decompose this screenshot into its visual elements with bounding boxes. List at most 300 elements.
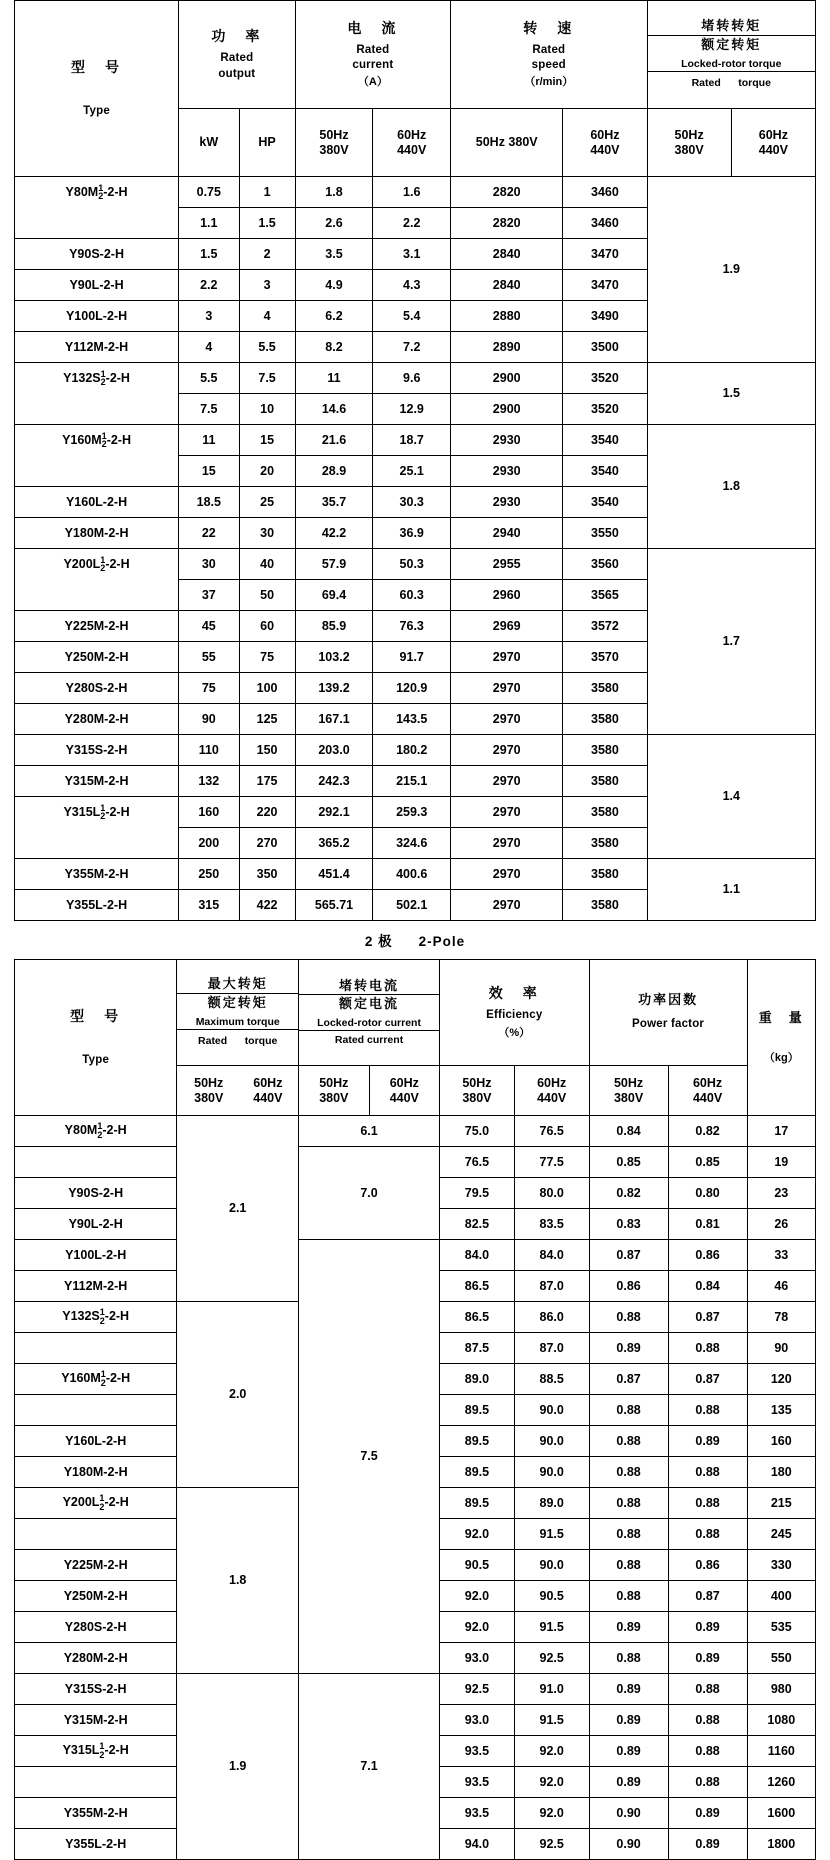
- cell-weight: 1800: [747, 1829, 815, 1860]
- cell-speed-60hz: 3580: [563, 828, 647, 859]
- cell-type: Y250M-2-H: [15, 1581, 177, 1612]
- motor-spec-table-2: [14, 959, 816, 1860]
- cell-type: Y180M-2-H: [15, 518, 179, 549]
- cell-efficiency-50hz: 93.5: [440, 1767, 515, 1798]
- cell-speed-50hz: 2960: [451, 580, 563, 611]
- cell-current-60hz: 1.6: [373, 177, 451, 208]
- cell-rated-output-hp: 5.5: [239, 332, 295, 363]
- cell-weight: 215: [747, 1488, 815, 1519]
- cell-speed-50hz: 2840: [451, 239, 563, 270]
- cell-power-factor-50hz: 0.88: [589, 1457, 668, 1488]
- cell-efficiency-60hz: 77.5: [514, 1147, 589, 1178]
- cell-efficiency-60hz: 92.0: [514, 1798, 589, 1829]
- cell-type: Y315L 1 2 -2-H: [15, 797, 179, 828]
- cell-rated-output-hp: 4: [239, 301, 295, 332]
- cell-maximum-torque: 2.1: [177, 1116, 299, 1302]
- cell-type: Y355L-2-H: [15, 1829, 177, 1860]
- cell-type: [15, 208, 179, 239]
- cell-efficiency-50hz: 75.0: [440, 1116, 515, 1147]
- cell-current-60hz: 3.1: [373, 239, 451, 270]
- cell-power-factor-60hz: 0.88: [668, 1395, 747, 1426]
- cell-rated-output-hp: 7.5: [239, 363, 295, 394]
- table-row: [15, 1240, 816, 1271]
- cell-efficiency-50hz: 93.5: [440, 1736, 515, 1767]
- cell-power-factor-60hz: 0.81: [668, 1209, 747, 1240]
- cell-rated-output-hp: 3: [239, 270, 295, 301]
- motor-spec-table-1: [14, 0, 816, 921]
- cell-weight: 1260: [747, 1767, 815, 1798]
- cell-type: Y132S 1 2 -2-H: [15, 1302, 177, 1333]
- cell-type: [15, 1147, 177, 1178]
- cell-type: Y315S-2-H: [15, 735, 179, 766]
- cell-weight: 90: [747, 1333, 815, 1364]
- cell-type: Y355L-2-H: [15, 890, 179, 921]
- cell-current-60hz: 12.9: [373, 394, 451, 425]
- header-speed-50hz: 50Hz 380V: [451, 109, 563, 177]
- cell-rated-output-kw: 22: [179, 518, 239, 549]
- cell-efficiency-60hz: 87.0: [514, 1333, 589, 1364]
- cell-efficiency-50hz: 89.5: [440, 1457, 515, 1488]
- cell-efficiency-60hz: 89.0: [514, 1488, 589, 1519]
- cell-efficiency-50hz: 89.0: [440, 1364, 515, 1395]
- cell-current-50hz: 8.2: [295, 332, 373, 363]
- pole-caption: 2 极 2-Pole: [364, 934, 466, 949]
- cell-weight: 135: [747, 1395, 815, 1426]
- cell-efficiency-60hz: 91.5: [514, 1705, 589, 1736]
- cell-current-60hz: 91.7: [373, 642, 451, 673]
- cell-speed-60hz: 3470: [563, 270, 647, 301]
- cell-power-factor-50hz: 0.88: [589, 1550, 668, 1581]
- table-row: [15, 425, 816, 456]
- cell-power-factor-50hz: 0.82: [589, 1178, 668, 1209]
- cell-type: Y315M-2-H: [15, 1705, 177, 1736]
- cell-rated-output-kw: 45: [179, 611, 239, 642]
- header-current-60hz: 60Hz 440V: [373, 109, 451, 177]
- header-speed-60hz: 60Hz 440V: [563, 109, 647, 177]
- cell-type: [15, 580, 179, 611]
- cell-speed-60hz: 3565: [563, 580, 647, 611]
- cell-type: Y280M-2-H: [15, 1643, 177, 1674]
- cell-rated-output-hp: 40: [239, 549, 295, 580]
- cell-type: Y112M-2-H: [15, 332, 179, 363]
- cell-weight: 23: [747, 1178, 815, 1209]
- cell-rated-output-kw: 160: [179, 797, 239, 828]
- cell-speed-50hz: 2820: [451, 208, 563, 239]
- cell-speed-60hz: 3580: [563, 766, 647, 797]
- cell-efficiency-60hz: 92.5: [514, 1829, 589, 1860]
- cell-efficiency-50hz: 90.5: [440, 1550, 515, 1581]
- cell-current-50hz: 42.2: [295, 518, 373, 549]
- cell-weight: 46: [747, 1271, 815, 1302]
- cell-speed-50hz: 2970: [451, 828, 563, 859]
- cell-weight: 78: [747, 1302, 815, 1333]
- cell-current-50hz: 85.9: [295, 611, 373, 642]
- table-row: [15, 363, 816, 394]
- header-hp: HP: [239, 109, 295, 177]
- cell-locked-rotor-current: 7.1: [299, 1674, 440, 1860]
- header-eff-50hz: 50Hz 380V: [440, 1066, 515, 1116]
- cell-power-factor-60hz: 0.88: [668, 1767, 747, 1798]
- cell-speed-50hz: 2970: [451, 642, 563, 673]
- cell-power-factor-60hz: 0.86: [668, 1550, 747, 1581]
- cell-maximum-torque: 1.8: [177, 1488, 299, 1674]
- cell-speed-50hz: 2970: [451, 704, 563, 735]
- cell-rated-output-hp: 175: [239, 766, 295, 797]
- cell-speed-60hz: 3540: [563, 487, 647, 518]
- cell-efficiency-50hz: 79.5: [440, 1178, 515, 1209]
- cell-power-factor-60hz: 0.89: [668, 1643, 747, 1674]
- cell-current-60hz: 400.6: [373, 859, 451, 890]
- cell-power-factor-50hz: 0.89: [589, 1674, 668, 1705]
- cell-weight: 535: [747, 1612, 815, 1643]
- cell-power-factor-60hz: 0.89: [668, 1612, 747, 1643]
- cell-rated-output-kw: 250: [179, 859, 239, 890]
- header-maxt-freq: 50Hz 380V 60Hz 440V: [177, 1066, 299, 1116]
- cell-power-factor-50hz: 0.89: [589, 1736, 668, 1767]
- cell-speed-60hz: 3580: [563, 735, 647, 766]
- cell-locked-rotor-current: 7.5: [299, 1240, 440, 1674]
- cell-efficiency-60hz: 90.0: [514, 1426, 589, 1457]
- cell-current-50hz: 6.2: [295, 301, 373, 332]
- header-type-2: 型 号 Type: [15, 960, 177, 1116]
- cell-power-factor-50hz: 0.86: [589, 1271, 668, 1302]
- cell-type: Y160M 1 2 -2-H: [15, 425, 179, 456]
- cell-type: Y132S 1 2 -2-H: [15, 363, 179, 394]
- header-rated-output: 功 率 Rated output: [179, 1, 296, 109]
- cell-current-50hz: 28.9: [295, 456, 373, 487]
- header-lrc-50hz: 50Hz 380V: [299, 1066, 369, 1116]
- cell-type: Y160M 1 2 -2-H: [15, 1364, 177, 1395]
- cell-type: Y315L 1 2 -2-H: [15, 1736, 177, 1767]
- cell-rated-output-kw: 3: [179, 301, 239, 332]
- cell-rated-output-kw: 110: [179, 735, 239, 766]
- cell-current-60hz: 2.2: [373, 208, 451, 239]
- cell-power-factor-50hz: 0.88: [589, 1519, 668, 1550]
- cell-power-factor-60hz: 0.89: [668, 1798, 747, 1829]
- cell-power-factor-60hz: 0.88: [668, 1519, 747, 1550]
- cell-current-60hz: 9.6: [373, 363, 451, 394]
- cell-power-factor-50hz: 0.89: [589, 1333, 668, 1364]
- cell-type: Y250M-2-H: [15, 642, 179, 673]
- cell-rated-output-kw: 30: [179, 549, 239, 580]
- cell-type: Y200L 1 2 -2-H: [15, 549, 179, 580]
- header-type: 型 号 Type: [15, 1, 179, 177]
- cell-type: Y90S-2-H: [15, 1178, 177, 1209]
- cell-type: Y90L-2-H: [15, 1209, 177, 1240]
- cell-current-60hz: 50.3: [373, 549, 451, 580]
- cell-rated-output-hp: 30: [239, 518, 295, 549]
- cell-efficiency-60hz: 92.0: [514, 1736, 589, 1767]
- cell-current-60hz: 30.3: [373, 487, 451, 518]
- cell-speed-60hz: 3580: [563, 890, 647, 921]
- cell-locked-rotor-torque: 1.4: [647, 735, 815, 859]
- header-maximum-torque: 最大转矩 额定转矩 Maximum torque Rated torque: [177, 960, 299, 1066]
- cell-power-factor-60hz: 0.87: [668, 1302, 747, 1333]
- cell-rated-output-kw: 132: [179, 766, 239, 797]
- cell-type: Y90L-2-H: [15, 270, 179, 301]
- cell-current-50hz: 167.1: [295, 704, 373, 735]
- cell-current-60hz: 25.1: [373, 456, 451, 487]
- cell-current-60hz: 4.3: [373, 270, 451, 301]
- cell-efficiency-50hz: 84.0: [440, 1240, 515, 1271]
- cell-current-60hz: 120.9: [373, 673, 451, 704]
- cell-power-factor-60hz: 0.88: [668, 1736, 747, 1767]
- header-pf-60hz: 60Hz 440V: [668, 1066, 747, 1116]
- cell-current-50hz: 4.9: [295, 270, 373, 301]
- cell-efficiency-50hz: 86.5: [440, 1271, 515, 1302]
- cell-weight: 19: [747, 1147, 815, 1178]
- cell-speed-60hz: 3500: [563, 332, 647, 363]
- cell-current-60hz: 143.5: [373, 704, 451, 735]
- cell-weight: 33: [747, 1240, 815, 1271]
- cell-weight: 550: [747, 1643, 815, 1674]
- cell-power-factor-50hz: 0.88: [589, 1395, 668, 1426]
- cell-type: [15, 1519, 177, 1550]
- cell-power-factor-50hz: 0.88: [589, 1581, 668, 1612]
- cell-current-50hz: 1.8: [295, 177, 373, 208]
- cell-maximum-torque: 1.9: [177, 1674, 299, 1860]
- cell-speed-50hz: 2880: [451, 301, 563, 332]
- cell-weight: 400: [747, 1581, 815, 1612]
- cell-power-factor-50hz: 0.84: [589, 1116, 668, 1147]
- cell-type: Y112M-2-H: [15, 1271, 177, 1302]
- cell-rated-output-hp: 422: [239, 890, 295, 921]
- table-row: [15, 859, 816, 890]
- cell-locked-rotor-current: 7.0: [299, 1147, 440, 1240]
- cell-efficiency-50hz: 82.5: [440, 1209, 515, 1240]
- cell-type: Y90S-2-H: [15, 239, 179, 270]
- cell-efficiency-60hz: 90.0: [514, 1457, 589, 1488]
- cell-power-factor-50hz: 0.90: [589, 1829, 668, 1860]
- cell-rated-output-hp: 125: [239, 704, 295, 735]
- table-row: [15, 177, 816, 208]
- cell-efficiency-60hz: 91.0: [514, 1674, 589, 1705]
- cell-efficiency-60hz: 86.0: [514, 1302, 589, 1333]
- cell-locked-rotor-torque: 1.5: [647, 363, 815, 425]
- header-lrc-60hz: 60Hz 440V: [369, 1066, 440, 1116]
- cell-power-factor-50hz: 0.85: [589, 1147, 668, 1178]
- cell-efficiency-50hz: 93.5: [440, 1798, 515, 1829]
- cell-rated-output-hp: 2: [239, 239, 295, 270]
- cell-power-factor-50hz: 0.87: [589, 1364, 668, 1395]
- cell-speed-60hz: 3460: [563, 208, 647, 239]
- cell-locked-rotor-torque: 1.9: [647, 177, 815, 363]
- cell-efficiency-50hz: 86.5: [440, 1302, 515, 1333]
- cell-weight: 120: [747, 1364, 815, 1395]
- cell-efficiency-50hz: 92.0: [440, 1581, 515, 1612]
- cell-rated-output-kw: 11: [179, 425, 239, 456]
- cell-efficiency-60hz: 91.5: [514, 1519, 589, 1550]
- cell-current-50hz: 292.1: [295, 797, 373, 828]
- cell-type: Y355M-2-H: [15, 1798, 177, 1829]
- cell-efficiency-60hz: 83.5: [514, 1209, 589, 1240]
- table-row: [15, 735, 816, 766]
- cell-weight: 1080: [747, 1705, 815, 1736]
- cell-efficiency-50hz: 92.5: [440, 1674, 515, 1705]
- cell-speed-60hz: 3520: [563, 394, 647, 425]
- cell-power-factor-50hz: 0.89: [589, 1705, 668, 1736]
- cell-speed-50hz: 2969: [451, 611, 563, 642]
- cell-rated-output-hp: 10: [239, 394, 295, 425]
- header-eff-60hz: 60Hz 440V: [514, 1066, 589, 1116]
- cell-type: [15, 394, 179, 425]
- cell-efficiency-50hz: 89.5: [440, 1488, 515, 1519]
- cell-weight: 1160: [747, 1736, 815, 1767]
- cell-rated-output-kw: 75: [179, 673, 239, 704]
- table-row: [15, 1147, 816, 1178]
- cell-rated-output-kw: 2.2: [179, 270, 239, 301]
- cell-efficiency-50hz: 92.0: [440, 1519, 515, 1550]
- cell-rated-output-kw: 37: [179, 580, 239, 611]
- header-rated-speed: 转 速 Rated speed （r/min）: [451, 1, 647, 109]
- cell-current-50hz: 21.6: [295, 425, 373, 456]
- cell-efficiency-50hz: 93.0: [440, 1643, 515, 1674]
- cell-current-50hz: 69.4: [295, 580, 373, 611]
- cell-rated-output-hp: 100: [239, 673, 295, 704]
- cell-rated-output-hp: 1: [239, 177, 295, 208]
- cell-type: [15, 1767, 177, 1798]
- cell-current-50hz: 14.6: [295, 394, 373, 425]
- cell-power-factor-60hz: 0.88: [668, 1705, 747, 1736]
- cell-type: Y200L 1 2 -2-H: [15, 1488, 177, 1519]
- cell-speed-60hz: 3520: [563, 363, 647, 394]
- cell-efficiency-60hz: 92.0: [514, 1767, 589, 1798]
- cell-efficiency-50hz: 76.5: [440, 1147, 515, 1178]
- cell-speed-60hz: 3490: [563, 301, 647, 332]
- cell-power-factor-50hz: 0.89: [589, 1612, 668, 1643]
- cell-speed-50hz: 2970: [451, 859, 563, 890]
- cell-efficiency-50hz: 89.5: [440, 1395, 515, 1426]
- cell-power-factor-60hz: 0.88: [668, 1488, 747, 1519]
- cell-rated-output-kw: 90: [179, 704, 239, 735]
- header-kw: kW: [179, 109, 239, 177]
- cell-current-60hz: 60.3: [373, 580, 451, 611]
- cell-efficiency-50hz: 89.5: [440, 1426, 515, 1457]
- cell-speed-50hz: 2840: [451, 270, 563, 301]
- cell-efficiency-50hz: 92.0: [440, 1612, 515, 1643]
- cell-current-50hz: 565.71: [295, 890, 373, 921]
- cell-speed-50hz: 2930: [451, 456, 563, 487]
- cell-current-60hz: 76.3: [373, 611, 451, 642]
- cell-type: Y80M 1 2 -2-H: [15, 177, 179, 208]
- cell-type: [15, 1333, 177, 1364]
- cell-current-50hz: 139.2: [295, 673, 373, 704]
- cell-rated-output-kw: 200: [179, 828, 239, 859]
- cell-type: Y280S-2-H: [15, 673, 179, 704]
- cell-efficiency-60hz: 87.0: [514, 1271, 589, 1302]
- cell-speed-60hz: 3540: [563, 456, 647, 487]
- table-row: [15, 1116, 816, 1147]
- cell-rated-output-hp: 25: [239, 487, 295, 518]
- cell-power-factor-50hz: 0.88: [589, 1302, 668, 1333]
- table-row: [15, 549, 816, 580]
- cell-rated-output-kw: 5.5: [179, 363, 239, 394]
- cell-weight: 1600: [747, 1798, 815, 1829]
- cell-type: Y315M-2-H: [15, 766, 179, 797]
- cell-current-60hz: 180.2: [373, 735, 451, 766]
- cell-efficiency-50hz: 94.0: [440, 1829, 515, 1860]
- cell-speed-60hz: 3580: [563, 797, 647, 828]
- cell-speed-50hz: 2930: [451, 425, 563, 456]
- header-power-factor: 功率因数 Power factor: [589, 960, 747, 1066]
- cell-type: Y160L-2-H: [15, 1426, 177, 1457]
- cell-rated-output-hp: 50: [239, 580, 295, 611]
- cell-speed-50hz: 2970: [451, 673, 563, 704]
- cell-rated-output-kw: 18.5: [179, 487, 239, 518]
- cell-current-50hz: 103.2: [295, 642, 373, 673]
- header-weight: 重 量 （kg）: [747, 960, 815, 1116]
- cell-current-60hz: 5.4: [373, 301, 451, 332]
- cell-rated-output-hp: 270: [239, 828, 295, 859]
- cell-power-factor-60hz: 0.87: [668, 1581, 747, 1612]
- header-lrt-60hz: 60Hz 440V: [731, 109, 815, 177]
- cell-current-50hz: 11: [295, 363, 373, 394]
- cell-power-factor-50hz: 0.83: [589, 1209, 668, 1240]
- cell-speed-50hz: 2900: [451, 363, 563, 394]
- cell-power-factor-50hz: 0.89: [589, 1767, 668, 1798]
- cell-power-factor-60hz: 0.88: [668, 1457, 747, 1488]
- table-row: [15, 1674, 816, 1705]
- cell-speed-60hz: 3580: [563, 859, 647, 890]
- cell-rated-output-hp: 20: [239, 456, 295, 487]
- cell-efficiency-60hz: 91.5: [514, 1612, 589, 1643]
- cell-type: Y225M-2-H: [15, 611, 179, 642]
- cell-current-60hz: 324.6: [373, 828, 451, 859]
- cell-current-60hz: 215.1: [373, 766, 451, 797]
- cell-current-60hz: 502.1: [373, 890, 451, 921]
- cell-power-factor-50hz: 0.88: [589, 1643, 668, 1674]
- cell-rated-output-hp: 220: [239, 797, 295, 828]
- cell-current-50hz: 2.6: [295, 208, 373, 239]
- cell-speed-50hz: 2900: [451, 394, 563, 425]
- cell-speed-50hz: 2970: [451, 766, 563, 797]
- cell-power-factor-60hz: 0.84: [668, 1271, 747, 1302]
- cell-efficiency-50hz: 87.5: [440, 1333, 515, 1364]
- cell-speed-60hz: 3580: [563, 673, 647, 704]
- cell-efficiency-60hz: 90.0: [514, 1550, 589, 1581]
- cell-current-50hz: 242.3: [295, 766, 373, 797]
- cell-current-50hz: 35.7: [295, 487, 373, 518]
- cell-current-50hz: 3.5: [295, 239, 373, 270]
- cell-efficiency-60hz: 90.0: [514, 1395, 589, 1426]
- cell-weight: 26: [747, 1209, 815, 1240]
- cell-maximum-torque: 2.0: [177, 1302, 299, 1488]
- cell-power-factor-50hz: 0.87: [589, 1240, 668, 1271]
- cell-speed-50hz: 2930: [451, 487, 563, 518]
- cell-rated-output-kw: 1.5: [179, 239, 239, 270]
- cell-speed-50hz: 2970: [451, 890, 563, 921]
- cell-locked-rotor-torque: 1.8: [647, 425, 815, 549]
- cell-weight: 245: [747, 1519, 815, 1550]
- cell-type: Y225M-2-H: [15, 1550, 177, 1581]
- cell-current-50hz: 57.9: [295, 549, 373, 580]
- cell-speed-60hz: 3550: [563, 518, 647, 549]
- cell-current-60hz: 18.7: [373, 425, 451, 456]
- cell-current-50hz: 203.0: [295, 735, 373, 766]
- cell-type: [15, 1395, 177, 1426]
- cell-efficiency-60hz: 84.0: [514, 1240, 589, 1271]
- cell-rated-output-hp: 75: [239, 642, 295, 673]
- cell-weight: 160: [747, 1426, 815, 1457]
- cell-efficiency-60hz: 92.5: [514, 1643, 589, 1674]
- cell-speed-50hz: 2970: [451, 797, 563, 828]
- cell-rated-output-hp: 350: [239, 859, 295, 890]
- cell-speed-50hz: 2955: [451, 549, 563, 580]
- cell-rated-output-kw: 315: [179, 890, 239, 921]
- cell-power-factor-50hz: 0.90: [589, 1798, 668, 1829]
- cell-speed-60hz: 3470: [563, 239, 647, 270]
- cell-power-factor-60hz: 0.87: [668, 1364, 747, 1395]
